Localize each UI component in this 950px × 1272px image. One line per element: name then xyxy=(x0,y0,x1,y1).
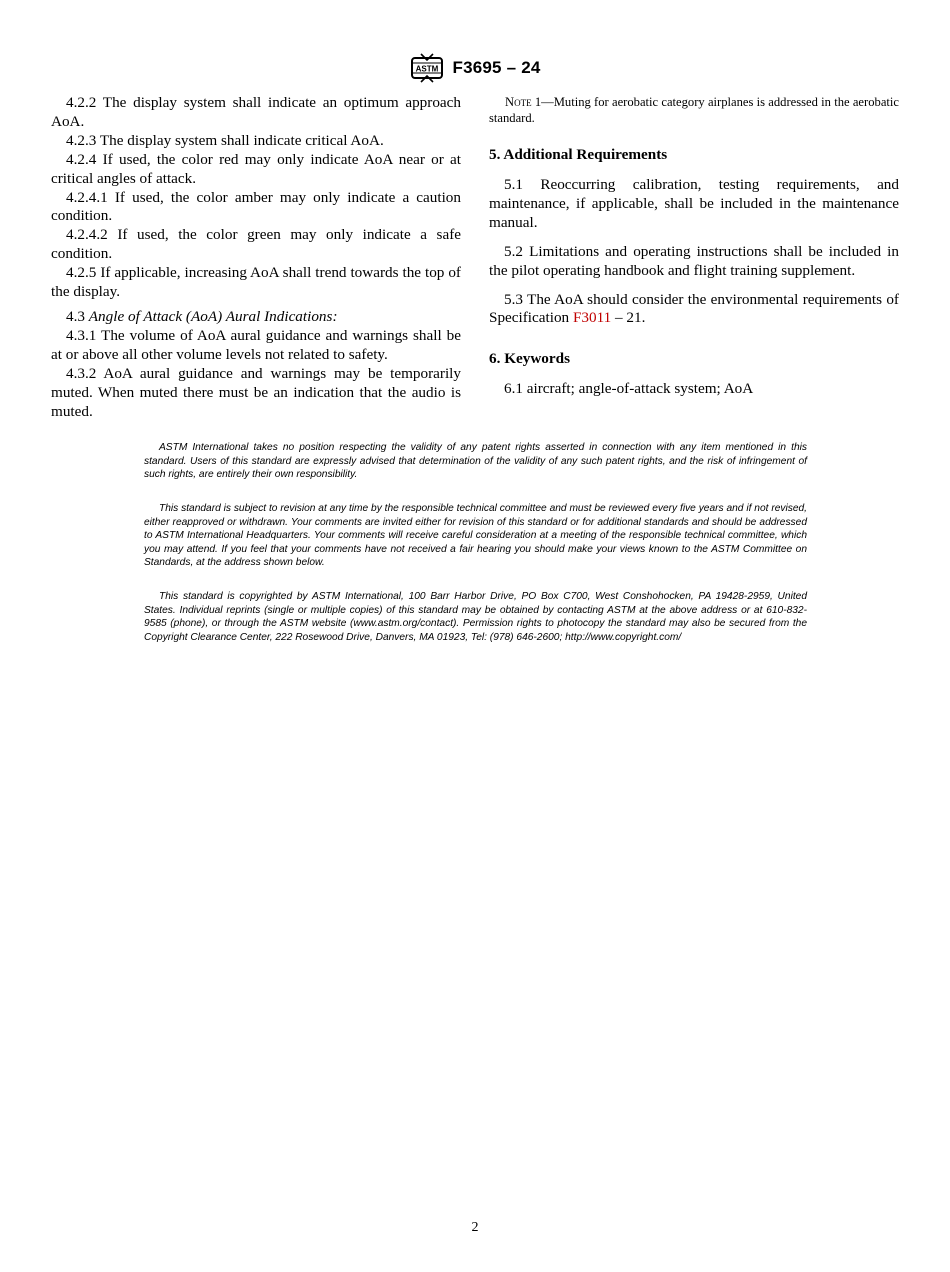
note-1 xyxy=(489,94,899,126)
patent-notice: ASTM International takes no position respecting the validity of any patent rights asserted in connection with any item mentioned in this standard. Users of this standard are expressly advised that determination of the validity of any such patent rights, and the risk of infringement of such rights, are entirely their own responsibility. xyxy=(144,442,807,481)
left-column xyxy=(51,94,461,421)
paragraph-4-3-1: 4.3.1 The volume of AoA aural guidance and warnings shall be at or above all other volume levels not related to safety. xyxy=(51,326,461,363)
section-5-heading: 5. Additional Requirements xyxy=(489,146,668,163)
paragraph-4-2-4-2: 4.2.4.2 If used, the color green may only indicate a safe condition. xyxy=(51,226,461,263)
paragraph-5-3 xyxy=(489,291,899,329)
paragraph-4-2-5: 4.2.5 If applicable, increasing AoA shall trend towards the top of the display. xyxy=(51,264,461,301)
note-text: —Muting for aerobatic category airplanes is addressed in the aerobatic standard. xyxy=(489,95,899,125)
paragraph-4-3-title: Angle of Attack (AoA) Aural Indications: xyxy=(88,307,338,325)
standard-designation: F3695 – 24 xyxy=(452,58,541,77)
paragraph-5-3-end: – 21. xyxy=(611,309,646,327)
revision-notice: This standard is subject to revision at any time by the responsible technical committee and must be reviewed every five years and if not revised, either reapproved or withdrawn. Your comments are invited either for revision of this standard or for additional standards and should be addressed to ASTM International Headquarters. Your comments will receive careful consideration at a meeting of the responsible technical committee, which you may attend. If you feel that your comments have not received a fair hearing you should make your views known to the ASTM Committee on Standards, at the address shown below. xyxy=(144,503,807,569)
paragraph-4-2-2: 4.2.2 The display system shall indicate an optimum approach AoA. xyxy=(51,94,461,130)
page-number: 2 xyxy=(471,1220,479,1235)
paragraph-4-3 xyxy=(51,308,461,327)
right-column xyxy=(489,94,899,399)
paragraph-4-2-4-1: 4.2.4.1 If used, the color amber may only indicate a caution condition. xyxy=(51,188,461,225)
paragraph-4-3-2: 4.3.2 AoA aural guidance and warnings may be temporarily muted. When muted there must be an indication that the audio is muted. xyxy=(51,364,461,420)
paragraph-6-1: 6.1 aircraft; angle-of-attack system; AoA xyxy=(504,380,754,398)
copyright-notice: This standard is copyrighted by ASTM International, 100 Barr Harbor Drive, PO Box C700, West Conshohocken, PA 19428-2959, United States. Individual reprints (single or multiple copies) of this standard may be obtained by contacting ASTM at the above address or at 610-832-9585 (phone), or through the ASTM website (www.astm.org/contact). Permission rights to photocopy the standard may also be secured from the Copyright Clearance Center, 222 Rosewood Drive, Danvers, MA 01923, Tel: (978) 646-2600; http://www.copyright.com/ xyxy=(144,591,807,643)
paragraph-4-3-number: 4.3 xyxy=(66,307,85,325)
paragraph-4-2-4: 4.2.4 If used, the color red may only indicate AoA near or at critical angles of attack. xyxy=(51,150,461,187)
paragraph-4-2-3: 4.2.3 The display system shall indicate critical AoA. xyxy=(66,131,384,149)
note-label: Note 1 xyxy=(505,95,542,109)
paragraph-5-3-text: 5.3 The AoA should consider the environmental requirements of Specification xyxy=(489,290,899,327)
section-6-heading: 6. Keywords xyxy=(489,350,570,368)
paragraph-5-1: 5.1 Reoccurring calibration, testing requirements, and maintenance, if applicable, shall be included in the maintenance manual. xyxy=(489,176,899,231)
paragraph-5-2: 5.2 Limitations and operating instructions shall be included in the pilot operating handbook and flight training supplement. xyxy=(489,242,899,279)
svg-text:ASTM: ASTM xyxy=(416,64,439,74)
specification-f3011-link[interactable]: F3011 xyxy=(572,309,612,327)
page-header xyxy=(0,52,950,84)
astm-logo-icon xyxy=(409,52,445,84)
